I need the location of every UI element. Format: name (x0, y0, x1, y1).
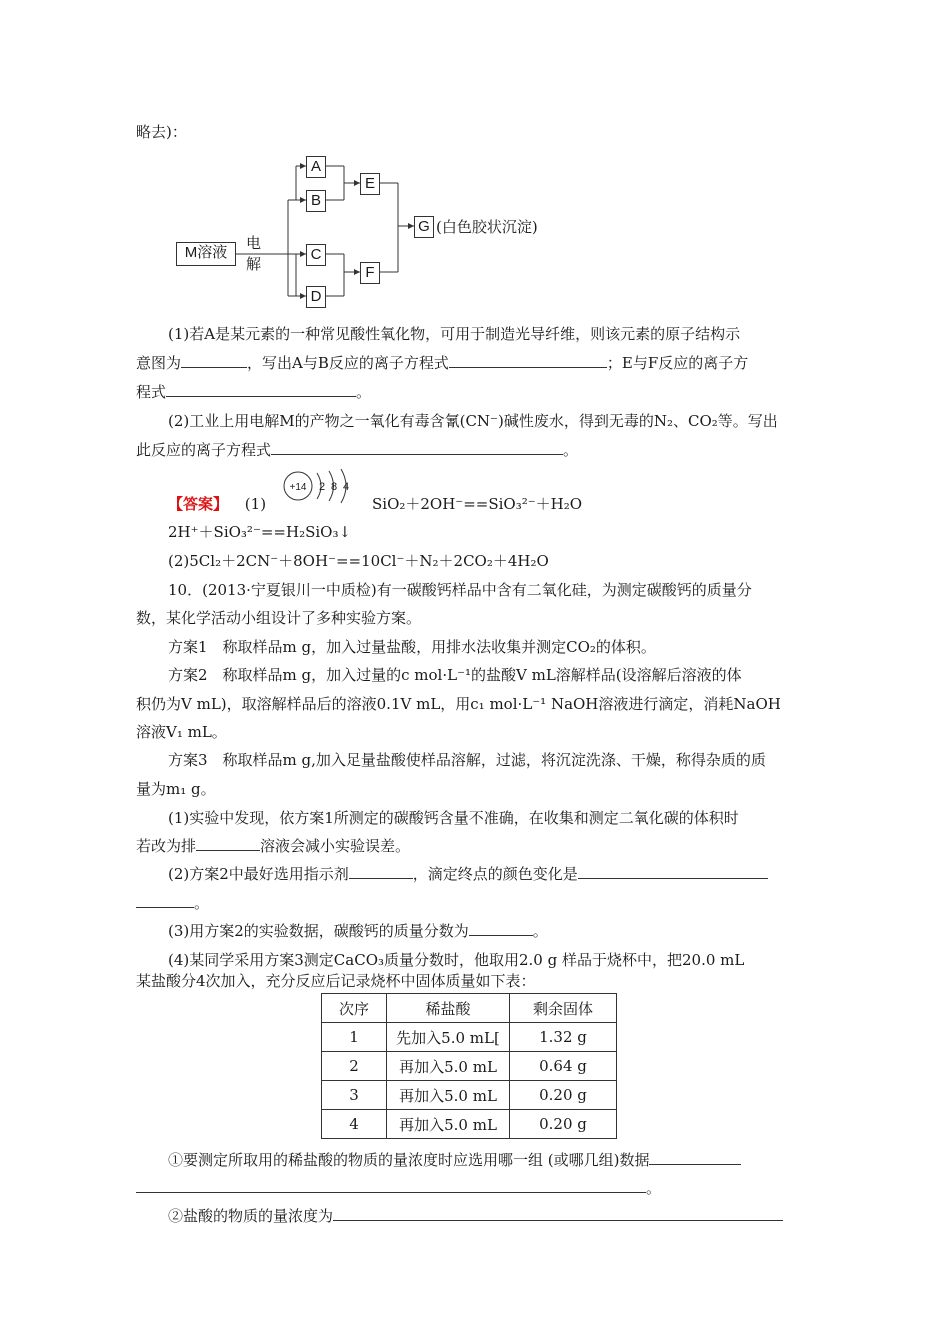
svg-text:2: 2 (319, 481, 326, 493)
text-line: (1)实验中发现，依方案1所测定的碳酸钙含量不准确，在收集和测定二氧化碳的体积时 (168, 809, 739, 827)
table-cell: 4 (322, 1110, 387, 1139)
table-cell: 0.20 g (510, 1081, 617, 1110)
text-line: (4)某同学采用方案3测定CaCO₃质量分数时，他取用2.0 g 样品于烧杯中，把20.0 mL (168, 951, 745, 969)
node-g: G (414, 216, 434, 238)
text-line: 量为m₁ g。 (136, 780, 216, 798)
table-cell: 再加入5.0 mL (387, 1110, 510, 1139)
table-row (322, 1052, 617, 1081)
text-line: 方案2 称取样品m g，加入过量的c mol·L⁻¹的盐酸V mL溶解样品(设溶解后溶液的体 (168, 666, 742, 684)
answer-blank (469, 921, 533, 936)
m-solution-box: M溶液 (176, 242, 236, 266)
table-cell: 0.20 g (510, 1110, 617, 1139)
svg-text:8: 8 (331, 481, 338, 493)
answer-blank (136, 893, 194, 908)
table-header-row (322, 994, 617, 1023)
answer-label: 【答案】 (168, 495, 229, 513)
answer-blank (349, 864, 413, 879)
answer-equation: (2)5Cl₂＋2CN⁻＋8OH⁻==10Cl⁻＋N₂＋2CO₂＋4H₂O (168, 552, 549, 570)
text-line: 略去)： (136, 123, 187, 141)
answer-equation: 2H⁺＋SiO₃²⁻==H₂SiO₃↓ (168, 523, 352, 541)
text-line: 程式 。 (136, 383, 372, 401)
text-line: ②盐酸的物质的量浓度为 (168, 1206, 783, 1226)
table-row (322, 1081, 617, 1110)
answer-blank (333, 1206, 783, 1221)
svg-text:+14: +14 (289, 482, 307, 493)
table-cell: 再加入5.0 mL (387, 1081, 510, 1110)
text-line: 某盐酸分4次加入，充分反应后记录烧杯中固体质量如下表： (136, 972, 536, 990)
table-cell: 0.64 g (510, 1052, 617, 1081)
table-cell: 3 (322, 1081, 387, 1110)
text-line: (3)用方案2的实验数据，碳酸钙的质量分数为 。 (168, 922, 548, 940)
atomic-structure-diagram (281, 465, 361, 511)
answer-blank (181, 353, 247, 368)
table-header: 稀盐酸 (387, 994, 510, 1023)
answer-blank (136, 1178, 646, 1193)
text-line: 。 (136, 1178, 661, 1198)
node-f: F (360, 262, 380, 284)
electrolysis-label: 电解 (246, 234, 262, 273)
data-table (321, 993, 617, 1139)
text-line: ①要测定所取用的稀盐酸的物质的量浓度时应选用哪一组 (或哪几组)数据 (168, 1150, 741, 1170)
svg-text:4: 4 (343, 481, 350, 493)
text-line: 溶液V₁ mL。 (136, 723, 227, 741)
text-line: 若改为排 溶液会减小实验误差。 (136, 837, 411, 855)
table-row (322, 1110, 617, 1139)
answer-blank (449, 353, 607, 368)
node-a: A (306, 156, 326, 178)
text-line: 方案3 称取样品m g,加入足量盐酸使样品溶解，过滤，将沉淀洗涤、干燥，称得杂质的质 (168, 751, 766, 769)
text-line: 方案1 称取样品m g，加入过量盐酸，用排水法收集并测定CO₂的体积。 (168, 638, 656, 656)
answer-blank (166, 382, 356, 397)
table-cell: 1 (322, 1023, 387, 1052)
text-line: (2)方案2中最好选用指示剂 ，滴定终点的颜色变化是 (168, 864, 768, 884)
node-g-note: (白色胶状沉淀) (436, 218, 538, 236)
text-line: (1)若A是某元素的一种常见酸性氧化物，可用于制造光导纤维，则该元素的原子结构示 (168, 325, 741, 343)
text-line: 数，某化学活动小组设计了多种实验方案。 (136, 609, 422, 627)
table-cell: 1.32 g (510, 1023, 617, 1052)
answer-line: 【答案】 (1) (168, 495, 267, 513)
text-line: 此反应的离子方程式 。 (136, 441, 579, 459)
text-line: 积仍为V mL)，取溶解样品后的溶液0.1V mL，用c₁ mol·L⁻¹ NaOH溶液进行滴定，消耗NaOH (136, 695, 781, 713)
table-cell: 先加入5.0 mL[ (387, 1023, 510, 1052)
table-header: 剩余固体 (510, 994, 617, 1023)
answer-blank (649, 1150, 741, 1165)
node-b: B (306, 190, 326, 212)
text-line: (2)工业上用电解M的产物之一氧化有毒含氰(CN⁻)碱性废水，得到无毒的N₂、CO₂等。写出 (168, 412, 778, 430)
node-d: D (306, 286, 326, 308)
table-header: 次序 (322, 994, 387, 1023)
answer-equation: SiO₂＋2OH⁻==SiO₃²⁻＋H₂O (372, 495, 583, 513)
text-line: 。 (136, 893, 209, 913)
table-cell: 再加入5.0 mL (387, 1052, 510, 1081)
table-cell: 2 (322, 1052, 387, 1081)
table-row (322, 1023, 617, 1052)
node-e: E (360, 173, 380, 195)
text-line: 意图为 ，写出A与B反应的离子方程式 ；E与F反应的离子方 (136, 354, 749, 372)
answer-blank (578, 864, 768, 879)
text-line: 10．(2013·宁夏银川一中质检)有一碳酸钙样品中含有二氧化硅，为测定碳酸钙的质量分 (168, 581, 752, 599)
node-c: C (306, 244, 326, 266)
answer-blank (271, 440, 563, 455)
answer-blank (196, 836, 260, 851)
